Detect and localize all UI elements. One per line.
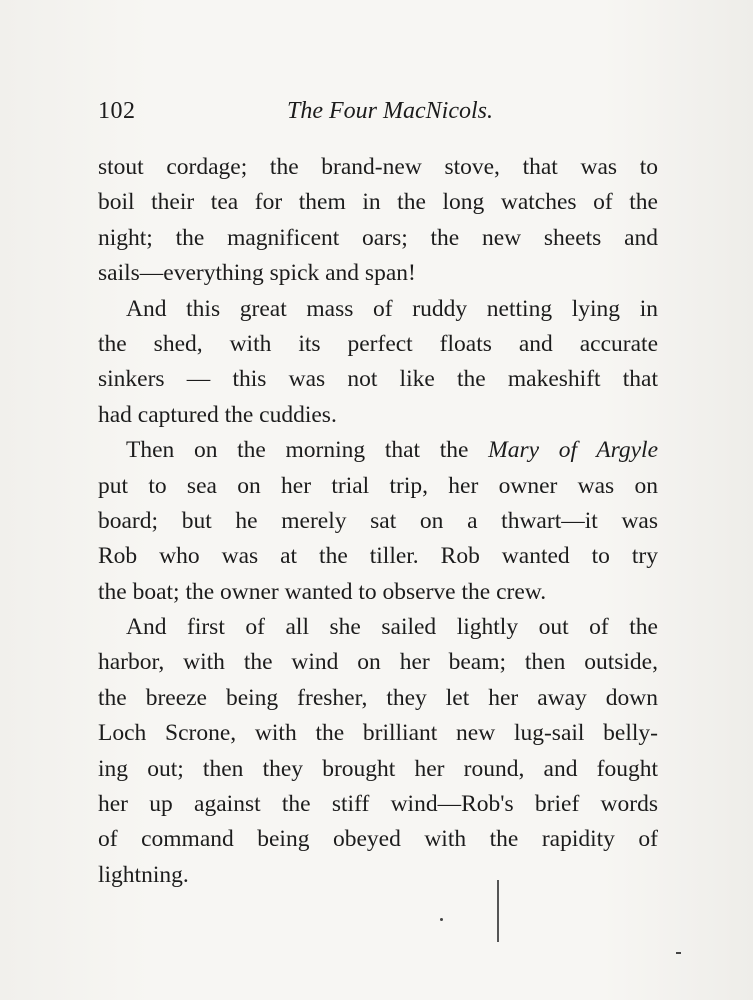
text-line: board; but he merely sat on a thwart—it was xyxy=(98,507,658,534)
text-line: sinkers — this was not like the makeshift that xyxy=(98,366,658,393)
text-line: lightning. xyxy=(98,861,189,888)
text-line: night; the magnificent oars; the new sheets and xyxy=(98,224,658,251)
text-line: had captured the cuddies. xyxy=(98,401,337,428)
text-line-with-italic xyxy=(98,433,658,468)
text-segment: Then on the morning that the xyxy=(126,437,489,464)
text-line: And this great mass of ruddy netting lying in xyxy=(126,295,658,322)
paragraph-1 xyxy=(98,150,658,292)
text-line: her up against the stiff wind—Rob's brief words xyxy=(98,791,658,818)
text-line: boil their tea for them in the long watches of the xyxy=(98,189,658,216)
text-line: Rob who was at the tiller. Rob wanted to try xyxy=(98,543,658,570)
body-text xyxy=(98,150,658,893)
text-line: the shed, with its perfect floats and accurate xyxy=(98,330,658,357)
paper-mark xyxy=(497,880,499,942)
page-header xyxy=(98,98,658,134)
text-line: of command being obeyed with the rapidity of xyxy=(98,826,658,853)
text-line: And first of all she sailed lightly out of the xyxy=(126,614,658,641)
paragraph-4 xyxy=(98,610,658,893)
text-line: ing out; then they brought her round, and fought xyxy=(98,755,658,782)
text-line: sails—everything spick and span! xyxy=(98,260,416,287)
paper-speck xyxy=(676,952,681,954)
running-title: The Four MacNicols. xyxy=(287,98,493,124)
text-line: put to sea on her trial trip, her owner was on xyxy=(98,472,658,499)
text-line: the boat; the owner wanted to observe the crew. xyxy=(98,578,547,605)
text-line: stout cordage; the brand-new stove, that was to xyxy=(98,154,658,180)
text-line: the breeze being fresher, they let her away down xyxy=(98,684,658,711)
text-line: Loch Scrone, with the brilliant new lug-sail belly- xyxy=(98,720,658,747)
page-number: 102 xyxy=(98,98,136,124)
paper-speck xyxy=(440,918,443,921)
text-line: harbor, with the wind on her beam; then outside, xyxy=(98,649,658,676)
paragraph-3 xyxy=(98,433,658,610)
paragraph-2 xyxy=(98,292,658,434)
ship-name-italic: Mary of Argyle xyxy=(488,437,658,464)
